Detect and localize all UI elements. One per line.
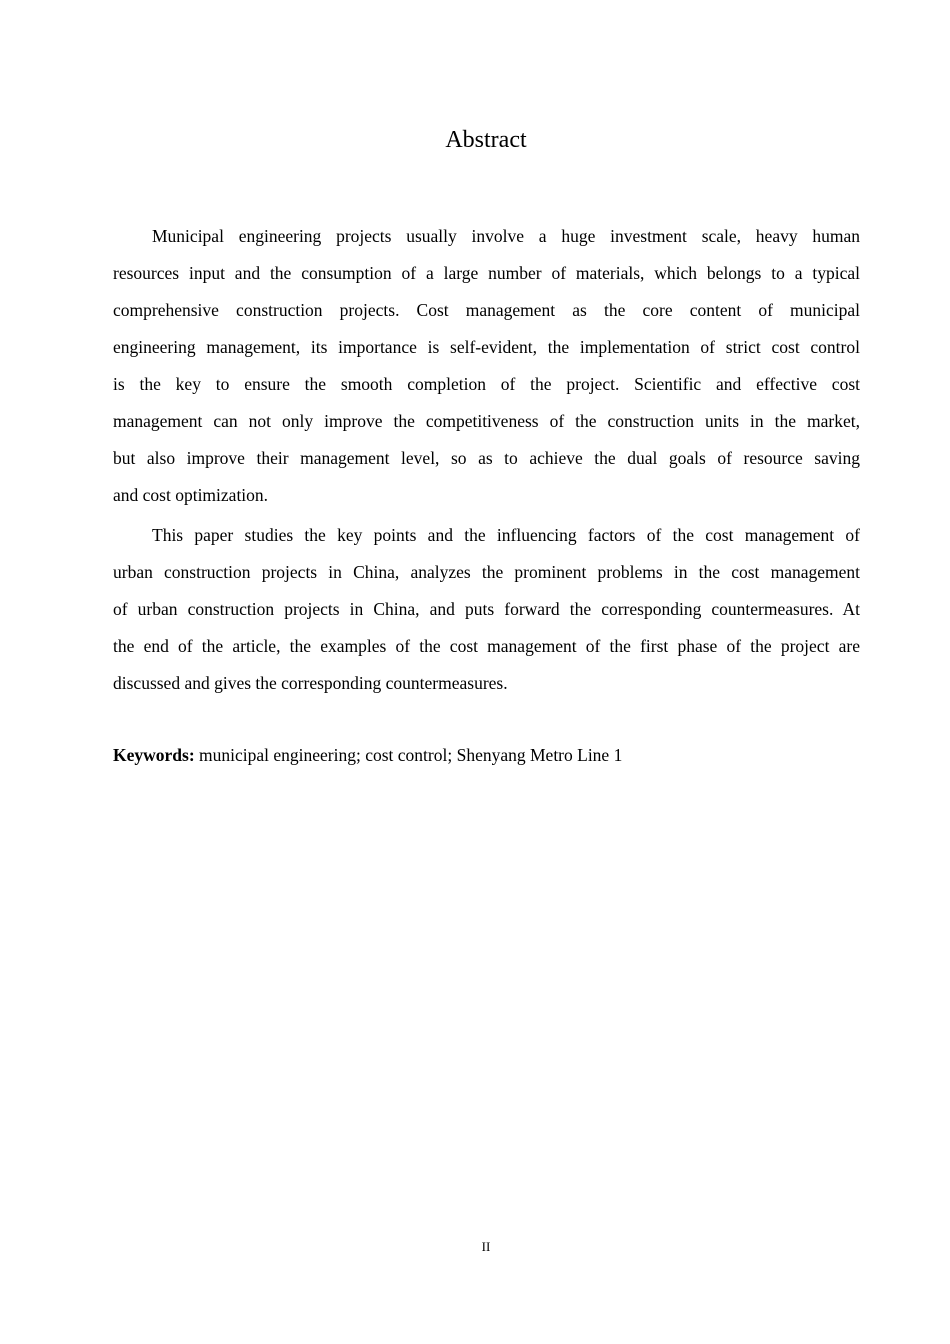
text-line: is the key to ensure the smooth completion of the project. Scientific and effective cost [113, 374, 860, 394]
text-line: discussed and gives the corresponding countermeasures. [113, 673, 508, 693]
text-line: management can not only improve the competitiveness of the construction units in the market, [113, 411, 860, 431]
page-title: Abstract [445, 127, 527, 153]
text-line: of urban construction projects in China, and puts forward the corresponding countermeasures. At [113, 599, 860, 619]
text-line: and cost optimization. [113, 485, 269, 505]
text-line: comprehensive construction projects. Cost management as the core content of municipal [113, 300, 860, 320]
keywords-label: Keywords: [113, 745, 195, 765]
text-line: engineering management, its importance is self-evident, the implementation of strict cost control [113, 337, 860, 357]
page-number: II [481, 1239, 491, 1254]
keywords [113, 737, 622, 774]
text-line: Municipal engineering projects usually involve a huge investment scale, heavy human [152, 226, 860, 246]
abstract-body [113, 218, 860, 702]
abstract-paragraph-1 [113, 218, 860, 514]
keywords-value: municipal engineering; cost control; Shenyang Metro Line 1 [194, 745, 623, 765]
text-line: the end of the article, the examples of the cost management of the first phase of the project are [113, 636, 860, 656]
text-line: but also improve their management level, so as to achieve the dual goals of resource saving [113, 448, 860, 468]
text-line: urban construction projects in China, analyzes the prominent problems in the cost management [113, 562, 860, 582]
abstract-paragraph-2 [113, 517, 860, 702]
text-line: This paper studies the key points and the influencing factors of the cost management of [152, 525, 860, 545]
text-line: resources input and the consumption of a large number of materials, which belongs to a typical [113, 263, 860, 283]
